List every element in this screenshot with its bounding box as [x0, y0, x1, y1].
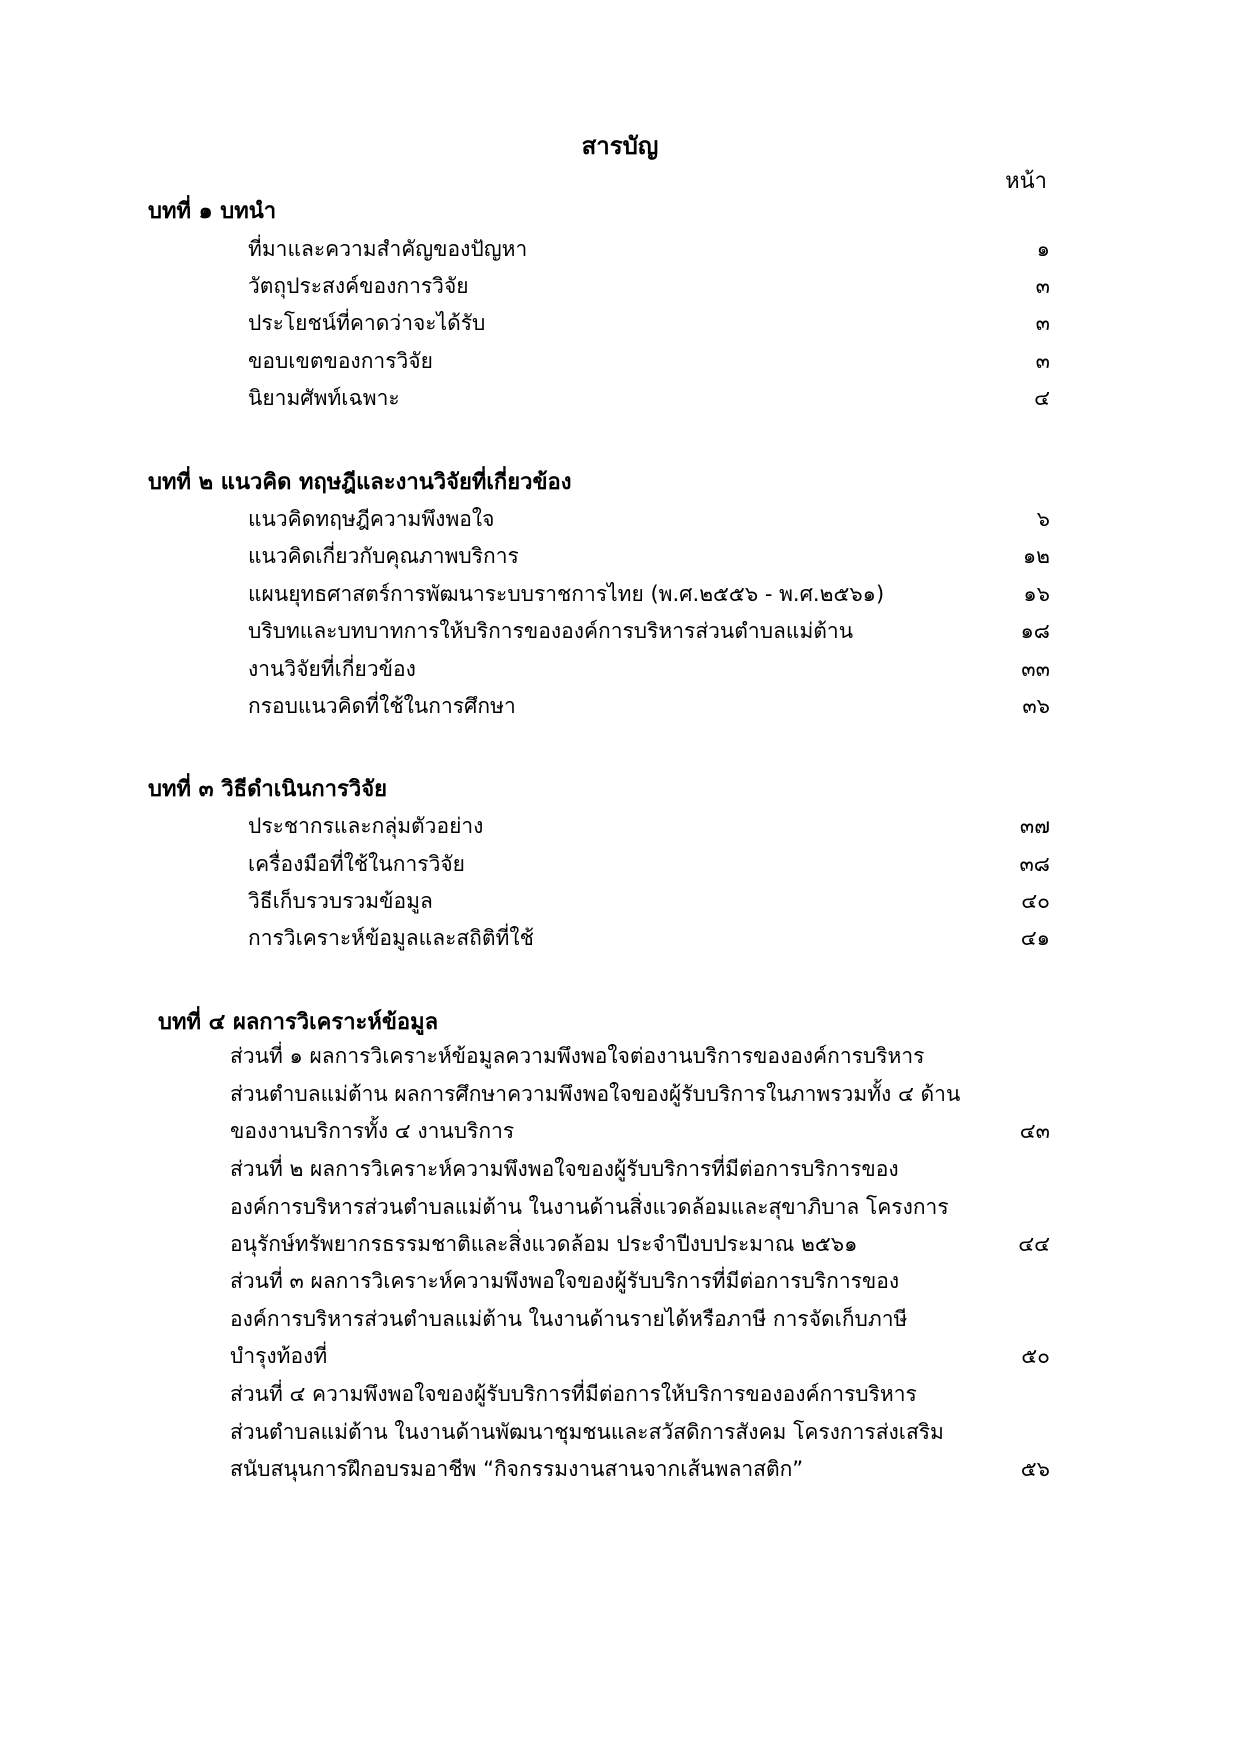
section-line: ส่วนตำบลแม่ต้าน ในงานด้านพัฒนาชุมชนและสวัสดิการสังคม โครงการส่งเสริม — [230, 1419, 944, 1444]
entry-page: ๑๘ — [1020, 619, 1050, 643]
toc-section-entry — [230, 1038, 1050, 1151]
section-line: ส่วนตำบลแม่ต้าน ผลการศึกษาความพึงพอใจของผู้รับบริการในภาพรวมทั้ง ๔ ด้าน — [230, 1081, 961, 1106]
entry-text: เครื่องมือที่ใช้ในการวิจัย — [248, 852, 465, 876]
entry-page: ๔๐ — [1021, 889, 1050, 913]
toc-entry — [248, 576, 1050, 613]
section-line: สนับสนุนการฝึกอบรมอาชีพ “กิจกรรมงานสานจากเส้นพลาสติก” — [230, 1457, 804, 1481]
chapter-2-heading: บทที่ ๒ แนวคิด ทฤษฎีและงานวิจัยที่เกี่ยวข้อง — [148, 470, 572, 495]
toc-entry — [248, 231, 1050, 268]
toc-entry — [248, 883, 1050, 920]
entry-text: วัตถุประสงค์ของการวิจัย — [248, 274, 469, 298]
toc-entry — [248, 651, 1050, 688]
section-line: ของงานบริการทั้ง ๔ งานบริการ — [230, 1119, 515, 1143]
toc-entry — [248, 343, 1050, 380]
toc-entry — [248, 808, 1050, 845]
entry-page: ๖ — [1036, 507, 1050, 531]
section-line: องค์การบริหารส่วนตำบลแม่ต้าน ในงานด้านสิ่งแวดล้อมและสุขาภิบาล โครงการ — [230, 1194, 949, 1219]
toc-section-entry — [230, 1151, 1050, 1264]
toc-section-entry — [230, 1376, 1050, 1489]
entry-text: วิธีเก็บรวบรวมข้อมูล — [248, 889, 433, 913]
entry-page: ๓๖ — [1022, 694, 1050, 718]
entry-text: ประชากรและกลุ่มตัวอย่าง — [248, 814, 484, 838]
toc-section-entry — [230, 1263, 1050, 1376]
entry-page: ๓ — [1035, 274, 1050, 298]
entry-page: ๑๒ — [1022, 544, 1050, 568]
section-line: บำรุงท้องที่ — [230, 1344, 328, 1368]
toc-entry — [248, 305, 1050, 342]
section-line: อนุรักษ์ทรัพยากรธรรมชาติและสิ่งแวดล้อม ประจำปีงบประมาณ ๒๕๖๑ — [230, 1232, 858, 1256]
toc-entry — [248, 268, 1050, 305]
entry-text: บริบทและบทบาทการให้บริการขององค์การบริหารส่วนตำบลแม่ต้าน — [248, 619, 854, 643]
toc-entry — [248, 380, 1050, 417]
entry-text: การวิเคราะห์ข้อมูลและสถิติที่ใช้ — [248, 926, 534, 950]
entry-page: ๕๐ — [1021, 1344, 1050, 1368]
chapter-4-heading: บทที่ ๔ ผลการวิเคราะห์ข้อมูล — [158, 1010, 439, 1035]
entry-text: ที่มาและความสำคัญของปัญหา — [248, 237, 528, 261]
toc-entry — [248, 613, 1050, 650]
entry-text: แนวคิดทฤษฎีความพึงพอใจ — [248, 507, 495, 531]
entry-text: ขอบเขตของการวิจัย — [248, 349, 433, 373]
toc-entry — [248, 501, 1050, 538]
entry-page: ๔๓ — [1019, 1119, 1050, 1143]
section-line: ส่วนที่ ๓ ผลการวิเคราะห์ความพึงพอใจของผู้รับบริการที่มีต่อการบริการของ — [230, 1269, 900, 1293]
section-line: ส่วนที่ ๑ ผลการวิเคราะห์ข้อมูลความพึงพอใจต่องานบริการขององค์การบริหาร — [230, 1044, 925, 1068]
entry-page: ๓ — [1035, 349, 1050, 373]
entry-page: ๔ — [1034, 386, 1050, 410]
entry-page: ๓๗ — [1019, 814, 1050, 838]
entry-page: ๓๓ — [1021, 657, 1050, 681]
entry-text: งานวิจัยที่เกี่ยวข้อง — [248, 657, 416, 681]
entry-text: นิยามศัพท์เฉพาะ — [248, 386, 400, 410]
chapter-1-heading: บทที่ ๑ บทนำ — [148, 199, 277, 224]
entry-text: แผนยุทธศาสตร์การพัฒนาระบบราชการไทย (พ.ศ.๒๕๕๖ - พ.ศ.๒๕๖๑) — [248, 582, 885, 606]
section-line: องค์การบริหารส่วนตำบลแม่ต้าน ในงานด้านรายได้หรือภาษี การจัดเก็บภาษี — [230, 1306, 908, 1331]
section-line: ส่วนที่ ๔ ความพึงพอใจของผู้รับบริการที่มีต่อการให้บริการขององค์การบริหาร — [230, 1382, 917, 1406]
toc-entry — [248, 688, 1050, 725]
entry-page: ๔๔ — [1018, 1232, 1050, 1256]
toc-title: สารบัญ — [581, 132, 659, 160]
entry-page: ๔๑ — [1020, 926, 1050, 950]
entry-page: ๓ — [1035, 311, 1050, 335]
entry-page: ๕๖ — [1020, 1457, 1050, 1481]
entry-text: ประโยชน์ที่คาดว่าจะได้รับ — [248, 311, 486, 335]
chapter-3-heading: บทที่ ๓ วิธีดำเนินการวิจัย — [148, 777, 387, 802]
entry-text: แนวคิดเกี่ยวกับคุณภาพบริการ — [248, 544, 519, 568]
page-column-label: หน้า — [1005, 169, 1047, 194]
entry-text: กรอบแนวคิดที่ใช้ในการศึกษา — [248, 694, 516, 718]
section-line: ส่วนที่ ๒ ผลการวิเคราะห์ความพึงพอใจของผู้รับบริการที่มีต่อการบริการของ — [230, 1157, 899, 1181]
entry-page: ๓๘ — [1019, 852, 1050, 876]
toc-entry — [248, 538, 1050, 575]
toc-entry — [248, 846, 1050, 883]
entry-page: ๑๖ — [1023, 582, 1050, 606]
toc-entry — [248, 920, 1050, 957]
entry-page: ๑ — [1036, 237, 1050, 261]
